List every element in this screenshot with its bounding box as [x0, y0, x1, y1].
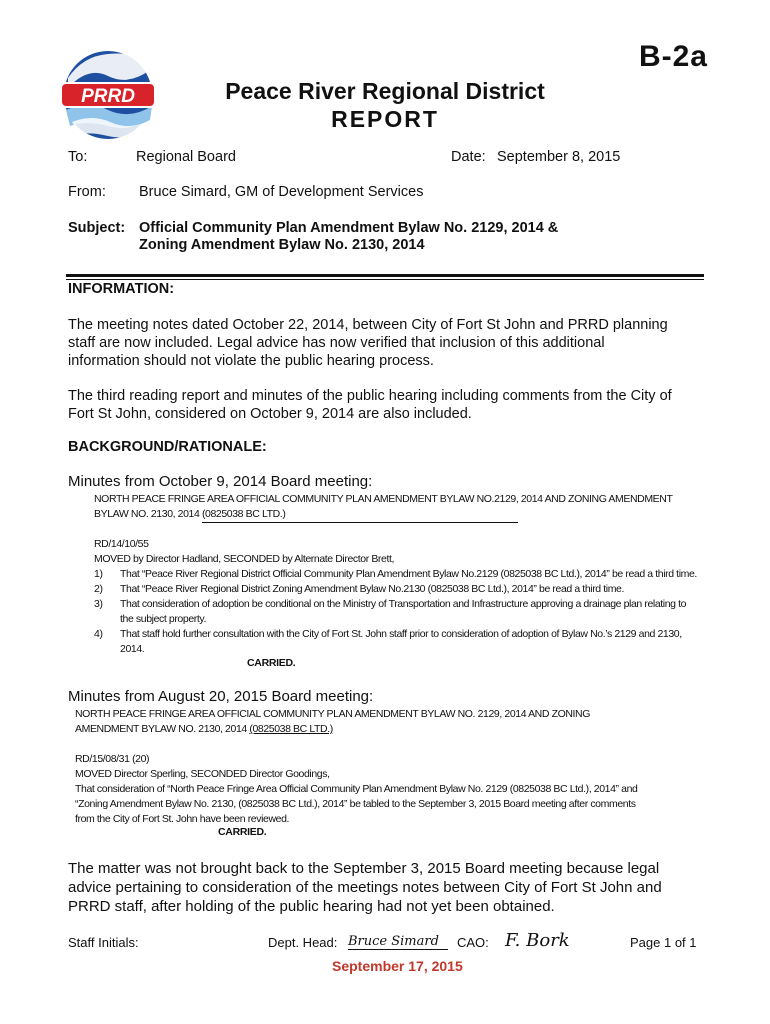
- stamp-date: September 17, 2015: [332, 958, 463, 974]
- minutes-2-title: NORTH PEACE FRINGE AREA OFFICIAL COMMUNITY PLAN AMENDMENT BYLAW NO. 2129, 2014 AND ZONING AMENDMENT BYLAW NO. 2130, 2014 (0825038 BC LTD.): [75, 708, 590, 735]
- staff-initials-label: Staff Initials:: [68, 935, 139, 950]
- information-paragraph-1: The meeting notes dated October 22, 2014, between City of Fort St John and PRRD planning staff are now included. Legal advice has now verified that inclusion of this additional information should not violate the public hearing process.: [68, 317, 668, 369]
- information-paragraph-2: The third reading report and minutes of the public hearing including comments from the City of Fort St John, considered on October 9, 2014 are also included.: [68, 388, 672, 422]
- to-label: To:: [68, 149, 88, 165]
- from-value: Bruce Simard, GM of Development Services: [139, 184, 424, 200]
- minutes-1-title: NORTH PEACE FRINGE AREA OFFICIAL COMMUNITY PLAN AMENDMENT BYLAW NO.2129, 2014 AND ZONING AMENDMENT BYLAW NO. 2130, 2014 (0825038 BC LTD.): [94, 492, 714, 523]
- subject-line-2: Zoning Amendment Bylaw No. 2130, 2014: [139, 237, 425, 253]
- minutes-2-moved: MOVED Director Sperling, SECONDED Director Goodings,: [75, 768, 330, 780]
- list-item: 3) That consideration of adoption be conditional on the Ministry of Transportation and Infrastructure approving a drainage plan relating to: [94, 598, 687, 610]
- date-label: Date:: [451, 149, 486, 165]
- header-divider-thin: [66, 279, 704, 280]
- minutes-1-carried: CARRIED.: [247, 657, 296, 669]
- background-heading: BACKGROUND/RATIONALE:: [68, 439, 267, 455]
- document-tag: B-2a: [638, 40, 708, 73]
- minutes-2-carried: CARRIED.: [218, 826, 267, 838]
- to-value: Regional Board: [136, 149, 236, 165]
- information-heading: INFORMATION:: [68, 281, 175, 297]
- header-divider: [66, 274, 704, 277]
- cao-label: CAO:: [457, 935, 489, 950]
- dept-head-label: Dept. Head:: [268, 935, 338, 950]
- subject-label: Subject:: [68, 220, 126, 236]
- minutes-2-ref: RD/15/08/31 (20): [75, 753, 150, 765]
- list-item: 2) That “Peace River Regional District Zoning Amendment Bylaw No.2130 (0825038 BC Ltd.), 2014” be read a third time.: [94, 583, 624, 595]
- subject-line-1: Official Community Plan Amendment Bylaw No. 2129, 2014 &: [139, 220, 559, 236]
- cao-signature: F. Bork: [505, 930, 570, 951]
- dept-head-signature: Bruce Simard: [348, 934, 448, 950]
- date-value: September 8, 2015: [497, 149, 621, 165]
- from-label: From:: [68, 184, 106, 200]
- closing-paragraph: The matter was not brought back to the September 3, 2015 Board meeting because legal advice pertaining to consideration of the meetings notes between City of Fort St John and PRRD staff, after holding of the public hearing had not yet been obtained.: [68, 860, 662, 915]
- document-title: Peace River Regional District: [225, 78, 545, 104]
- document-subtitle: REPORT: [331, 106, 439, 132]
- list-item: 2014.: [120, 643, 145, 655]
- minutes-2-heading: Minutes from August 20, 2015 Board meeting:: [68, 688, 374, 705]
- list-item: 4) That staff hold further consultation with the City of Fort St. John staff prior to consideration of adoption of Bylaw No.’s 2129 and 2130,: [94, 628, 682, 640]
- minutes-1-ref: RD/14/10/55: [94, 538, 149, 550]
- minutes-2-body: That consideration of “North Peace Fringe Area Official Community Plan Amendment Bylaw No. 2129 (0825038 BC Ltd.), 2014” and “Zoning Amendment Bylaw No. 2130, (0825038 BC Ltd.), 2014” be tabled to the September 3, 2015 Board meeting after comments from the City of Fort St. John have been reviewed.: [75, 783, 638, 825]
- logo-text: PRRD: [81, 86, 135, 107]
- page-number: Page 1 of 1: [630, 935, 697, 950]
- minutes-1-heading: Minutes from October 9, 2014 Board meeting:: [68, 473, 373, 490]
- minutes-1-moved: MOVED by Director Hadland, SECONDED by Alternate Director Brett,: [94, 553, 395, 565]
- list-item: the subject property.: [120, 613, 206, 625]
- minutes-1-items: [94, 567, 714, 657]
- list-item: 1) That “Peace River Regional District Official Community Plan Amendment Bylaw No.2129 (0825038 BC Ltd.), 2014” be read a third time.: [94, 568, 697, 580]
